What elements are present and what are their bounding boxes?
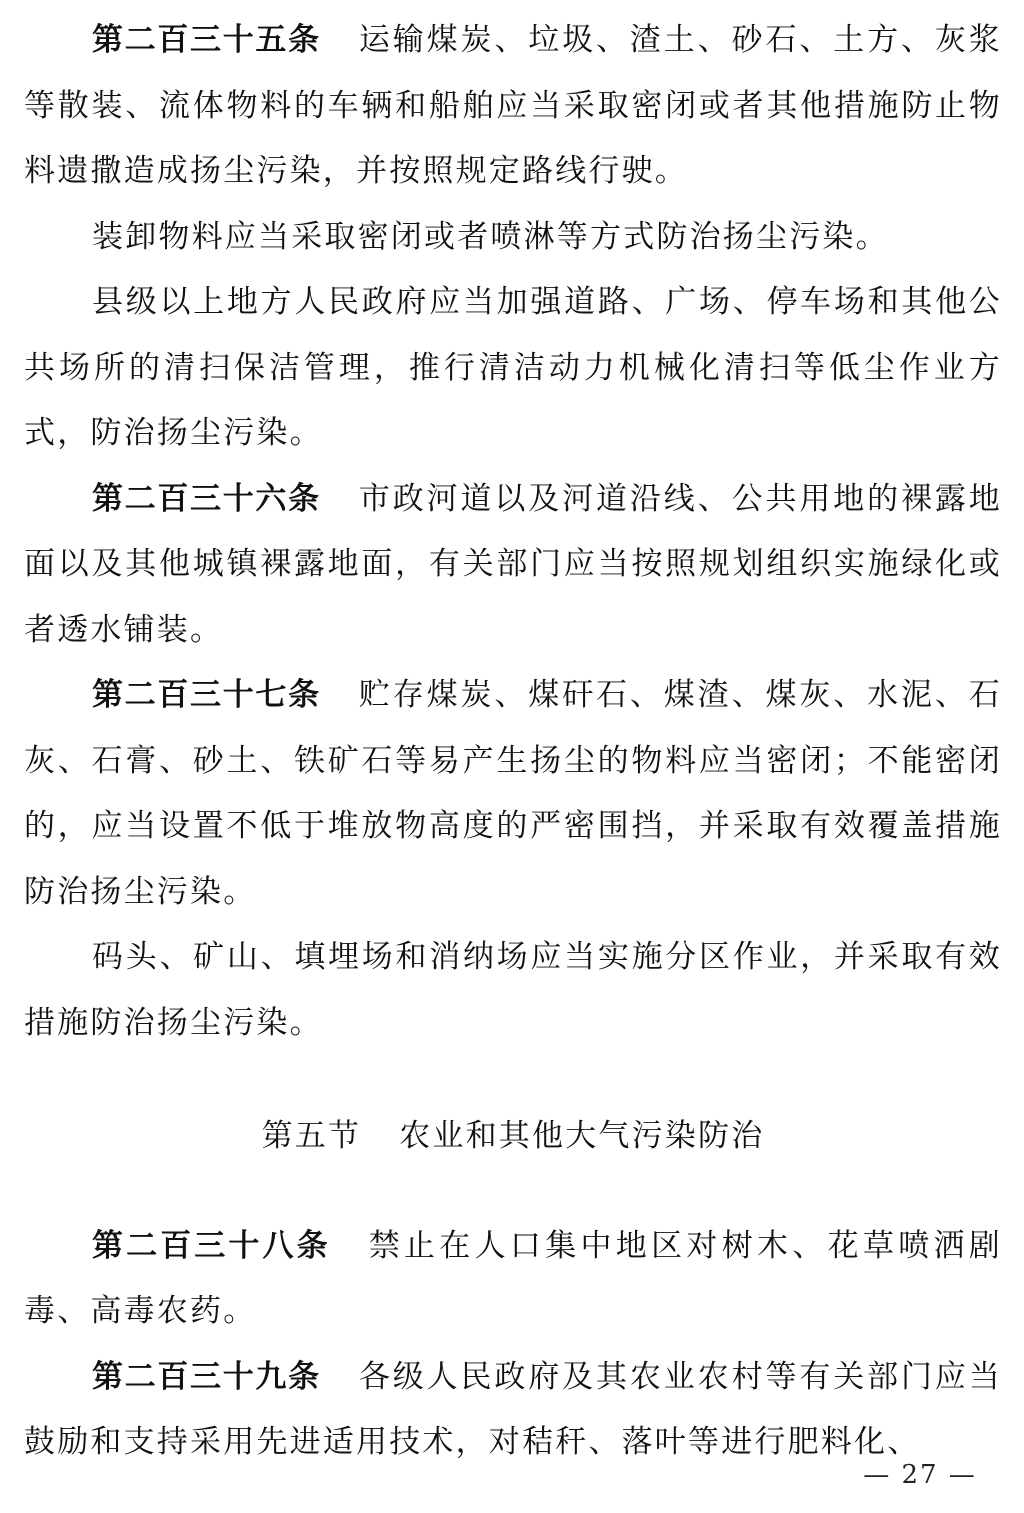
section-spacer (24, 1170, 1002, 1214)
article-paragraph (24, 205, 1002, 271)
section-spacer (24, 1056, 1002, 1104)
article-text: 码头、矿山、填埋场和消纳场应当实施分区作业，并采取有效措施防治扬尘污染。 (24, 939, 1002, 1041)
page-number: — 27 — (863, 1460, 977, 1490)
article-number: 第二百三十五条 (92, 22, 321, 58)
article-text: 市政河道以及河道沿线、公共用地的裸露地面以及其他城镇裸露地面，有关部门应当按照规划组织实施绿化或者透水铺装。 (24, 480, 1002, 648)
article-text: 禁止在人口集中地区对树木、花草喷洒剧毒、高毒农药。 (24, 1227, 1002, 1329)
article-text: 运输煤炭、垃圾、渣土、砂石、土方、灰浆等散装、流体物料的车辆和船舶应当采取密闭或者其他措施防止物料遗撒造成扬尘污染，并按照规定路线行驶。 (24, 22, 1002, 189)
article-paragraph (24, 8, 1002, 205)
section-title: 农业和其他大气污染防治 (399, 1118, 765, 1154)
article-text: 装卸物料应当采取密闭或者喷淋等方式防治扬尘污染。 (92, 218, 889, 255)
article-paragraph (24, 467, 1002, 664)
article-paragraph (24, 925, 1002, 1056)
document-page (24, 8, 1002, 1476)
section-heading (24, 1104, 1002, 1170)
article-number: 第二百三十八条 (92, 1227, 331, 1264)
article-text: 县级以上地方人民政府应当加强道路、广场、停车场和其他公共场所的清扫保洁管理，推行清洁动力机械化清扫等低尘作业方式，防治扬尘污染。 (24, 284, 1002, 451)
article-paragraph (24, 1214, 1002, 1345)
article-paragraph (24, 270, 1002, 467)
article-number: 第二百三十七条 (92, 677, 321, 713)
article-number: 第二百三十九条 (92, 1358, 321, 1395)
section-number: 第五节 (261, 1118, 362, 1154)
article-paragraph (24, 663, 1002, 925)
article-text: 贮存煤炭、煤矸石、煤渣、煤灰、水泥、石灰、石膏、砂土、铁矿石等易产生扬尘的物料应当密闭；不能密闭的，应当设置不低于堆放物高度的严密围挡，并采取有效覆盖措施防治扬尘污染。 (24, 677, 1002, 910)
article-number: 第二百三十六条 (92, 480, 321, 517)
article-text: 各级人民政府及其农业农村等有关部门应当鼓励和支持采用先进适用技术，对秸秆、落叶等进行肥料化、 (24, 1358, 1002, 1460)
